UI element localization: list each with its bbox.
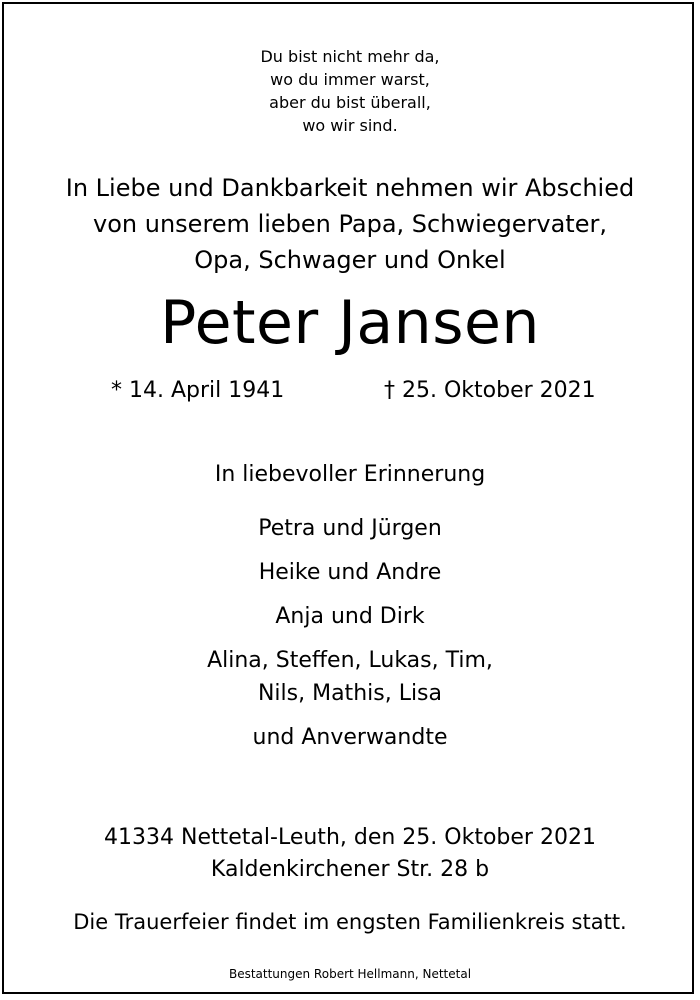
memory-heading: In liebevoller Erinnerung	[214, 462, 486, 487]
ceremony-note: Die Trauerfeier findet im engsten Familienkreis statt.	[73, 910, 627, 934]
death-date: † 25. Oktober 2021	[384, 378, 596, 403]
address: Kaldenkirchener Str. 28 b	[210, 857, 490, 882]
farewell-line: In Liebe und Dankbarkeit nehmen wir Abschied	[65, 174, 635, 202]
place-date: 41334 Nettetal-Leuth, den 25. Oktober 2021	[104, 825, 596, 850]
mourner-group	[0, 721, 700, 754]
place-and-address	[0, 822, 700, 886]
undertaker-credit: Bestattungen Robert Hellmann, Nettetal	[228, 967, 472, 981]
mourner-line: Alina, Steffen, Lukas, Tim,	[207, 648, 493, 673]
farewell-line: von unserem lieben Papa, Schwiegervater,	[93, 210, 607, 238]
mourner-line: Heike und Andre	[258, 560, 442, 585]
mourner-group	[0, 644, 700, 710]
farewell-text	[0, 170, 700, 278]
mourner-line: Anja und Dirk	[275, 604, 425, 629]
poem	[0, 45, 700, 137]
poem-line: wo wir sind.	[302, 116, 398, 135]
deceased-name: Peter Jansen	[160, 288, 540, 358]
mourner-group	[0, 600, 700, 633]
mourner-line: und Anverwandte	[252, 725, 448, 750]
poem-line: aber du bist überall,	[269, 93, 431, 112]
mourner-group	[0, 556, 700, 589]
farewell-line: Opa, Schwager und Onkel	[194, 246, 506, 274]
mourner-group	[0, 512, 700, 545]
mourner-line: Petra und Jürgen	[258, 516, 442, 541]
mourners-list	[0, 512, 700, 765]
birth-date: * 14. April 1941	[111, 378, 285, 403]
mourner-line: Nils, Mathis, Lisa	[257, 681, 443, 706]
poem-line: wo du immer warst,	[270, 70, 430, 89]
poem-line: Du bist nicht mehr da,	[260, 47, 440, 66]
